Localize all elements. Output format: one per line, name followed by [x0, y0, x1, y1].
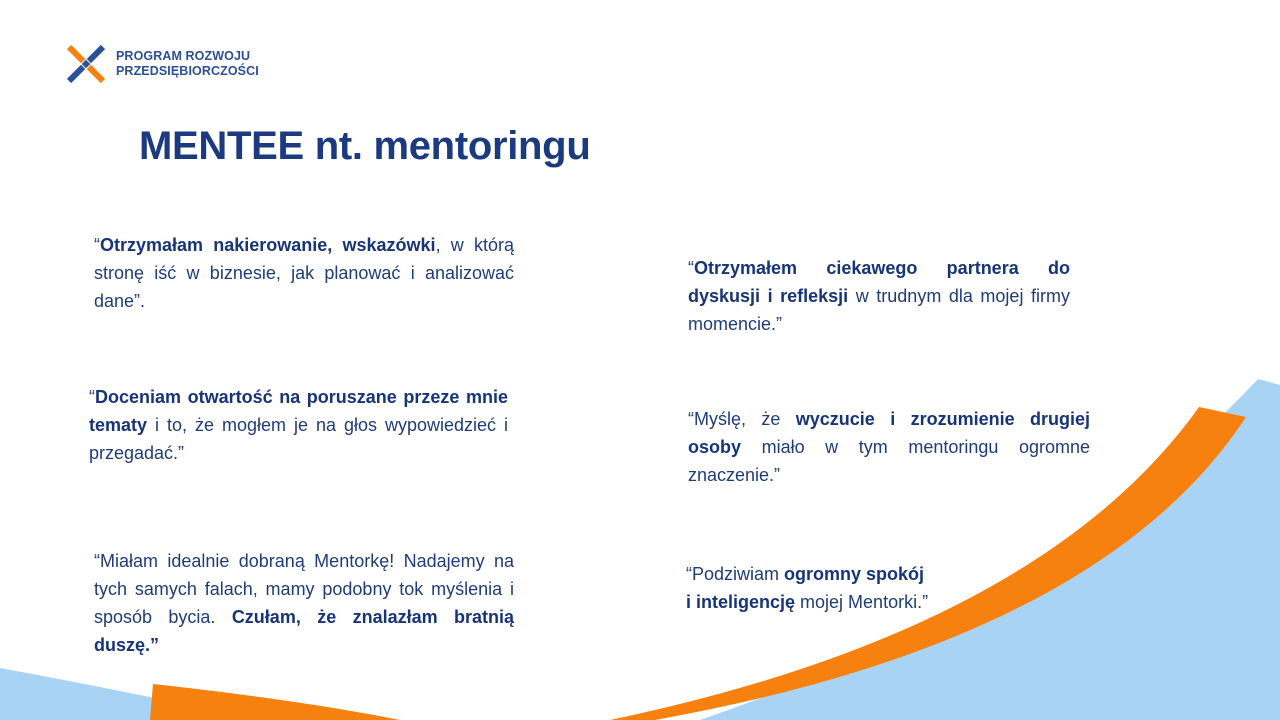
- quote-text: , w którą stronę iść w biznesie, jak planować i analizować dane”.: [94, 235, 514, 311]
- quote-text: “: [89, 387, 95, 407]
- quote-text: w trudnym dla mojej firmy momencie.”: [688, 286, 1070, 334]
- quote-text: “Myślę, że: [688, 409, 796, 429]
- orange-swoosh-left: [150, 684, 400, 720]
- logo-line-1: PROGRAM ROZWOJU: [116, 49, 251, 63]
- logo-line-2: PRZEDSIĘBIORCZOŚCI: [116, 64, 259, 78]
- quote-emphasis: Czułam, że znalazłam bratnią duszę.”: [94, 607, 514, 655]
- quote-1: [94, 231, 514, 315]
- quote-emphasis: Otrzymałem ciekawego partnera do dyskusji i refleksji: [688, 258, 1070, 306]
- program-logo: [60, 38, 259, 90]
- quote-4: [688, 254, 1070, 338]
- quote-emphasis: Otrzymałam nakierowanie, wskazówki: [100, 235, 436, 255]
- quote-text: i to, że mogłem je na głos wypowiedzieć i przegadać.”: [89, 415, 508, 463]
- quote-text: mojej Mentorki.”: [795, 592, 929, 612]
- quote-emphasis: i inteligencję: [686, 592, 796, 612]
- quote-2: [89, 383, 508, 467]
- quote-text: “Podziwiam: [686, 564, 785, 584]
- quote-emphasis: wyczucie i zrozumienie drugiej osoby: [688, 409, 1090, 457]
- quote-emphasis: ogromny spokój: [784, 564, 925, 584]
- logo-text: [116, 49, 259, 79]
- quote-6: [686, 560, 1006, 616]
- page-title: MENTEE nt. mentoringu: [139, 124, 591, 168]
- quote-text: “: [688, 258, 694, 278]
- quote-5: [688, 405, 1090, 489]
- quote-emphasis: Doceniam otwartość na poruszane przeze mnie tematy: [89, 387, 508, 435]
- logo-mark-icon: [60, 38, 112, 90]
- quote-text: “: [94, 235, 100, 255]
- quote-text: miało w tym mentoringu ogromne znaczenie.”: [688, 437, 1090, 485]
- quote-text: “Miałam idealnie dobraną Mentorkę! Nadajemy na tych samych falach, mamy podobny tok myślenia i sposób bycia.: [94, 551, 514, 627]
- quote-3: [94, 547, 514, 659]
